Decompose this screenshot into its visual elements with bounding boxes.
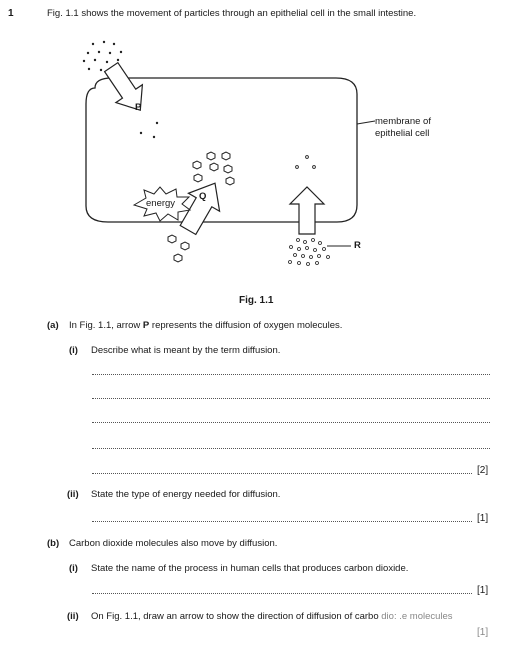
part-b-ii-label: (ii): [67, 611, 79, 622]
part-a-label: (a): [47, 320, 59, 331]
label-r: R: [354, 240, 361, 251]
part-b-ii-text: [91, 611, 453, 622]
figure-1-1: [0, 0, 511, 300]
part-b-ii-text-cut: dio: .e molecules: [381, 611, 453, 622]
part-a-i-text: Describe what is meant by the term diffusion.: [91, 345, 281, 356]
label-membrane-line1: membrane of: [375, 116, 431, 127]
answer-line-a-i-3[interactable]: [92, 422, 490, 423]
marks-a-i: [2]: [477, 465, 489, 476]
part-a-i-label: (i): [69, 345, 78, 356]
part-a-stem-before: In Fig. 1.1, arrow: [69, 320, 143, 331]
answer-line-a-i-2[interactable]: [92, 398, 490, 399]
hexagon-molecules-inside: [193, 152, 234, 185]
answer-line-a-ii[interactable]: [92, 521, 472, 522]
arrow-p: [98, 58, 154, 119]
part-a-stem: [69, 320, 342, 331]
leader-line-membrane: [357, 121, 375, 124]
part-b-stem: Carbon dioxide molecules also move by diffusion.: [69, 538, 278, 549]
label-p: P: [135, 102, 142, 113]
figure-caption: Fig. 1.1: [239, 295, 274, 306]
part-a-stem-bold: P: [142, 320, 150, 331]
label-energy: energy: [146, 198, 176, 209]
label-q: Q: [199, 191, 207, 202]
answer-line-b-i[interactable]: [92, 593, 472, 594]
part-b-label: (b): [47, 538, 60, 549]
marks-a-ii: [1]: [477, 513, 489, 524]
part-b-i-text: State the name of the process in human cells that produces carbon dioxide.: [91, 563, 409, 574]
molecules-above-r: [296, 156, 316, 169]
oxygen-molecules-inside: [140, 122, 158, 138]
answer-line-a-i-1[interactable]: [92, 374, 490, 375]
part-a-ii-text: State the type of energy needed for diffusion.: [91, 489, 281, 500]
part-a-ii-label: (ii): [67, 489, 79, 500]
question-number: 1: [8, 8, 14, 19]
part-b-ii-text-visible: On Fig. 1.1, draw an arrow to show the direction of diffusion of carbo: [91, 611, 379, 622]
hexagon-molecules-outside: [168, 235, 189, 262]
marks-b-ii: [1]: [477, 627, 489, 638]
part-a-stem-after: represents the diffusion of oxygen molecules.: [149, 320, 343, 331]
answer-line-a-i-5[interactable]: [92, 473, 472, 474]
question-intro: Fig. 1.1 shows the movement of particles through an epithelial cell in the small intestine.: [47, 8, 417, 19]
molecule-cluster-r: [289, 239, 330, 266]
label-membrane-line2: epithelial cell: [375, 128, 430, 139]
marks-b-i: [1]: [477, 585, 489, 596]
part-b-i-label: (i): [69, 563, 78, 574]
answer-line-a-i-4[interactable]: [92, 448, 490, 449]
arrow-up-vertical: [290, 187, 324, 234]
